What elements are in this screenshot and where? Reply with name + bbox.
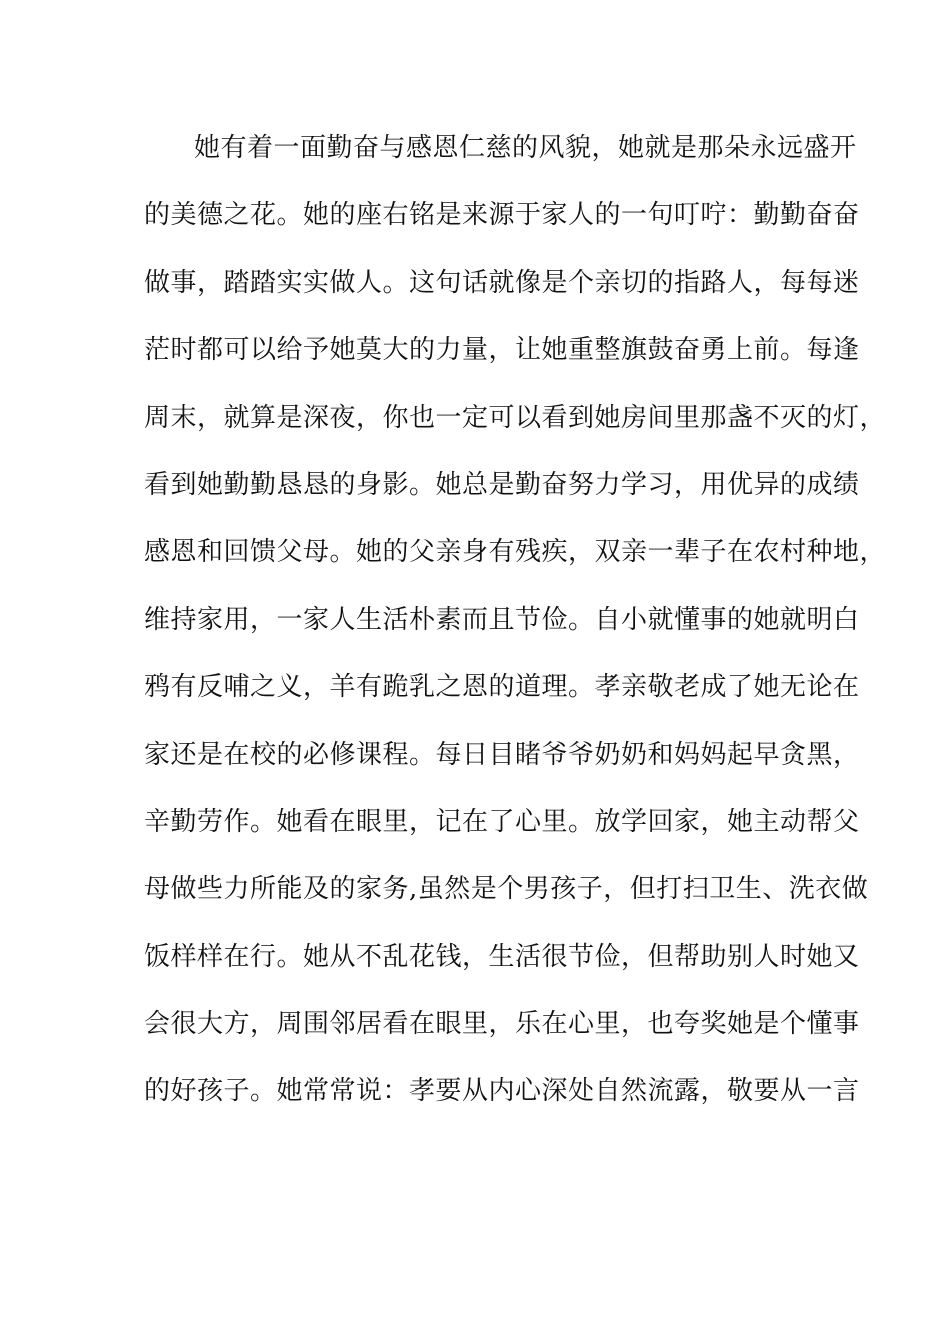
text-line: 的好孩子。她常常说：孝要从内心深处自然流露，敬要从一言	[144, 1076, 860, 1107]
text-line: 母做些力所能及的家务,虽然是个男孩子，但打扫卫生、洗衣做	[144, 874, 869, 905]
text-line: 看到她勤勤恳恳的身影。她总是勤奋努力学习，用优异的成绩	[144, 469, 860, 500]
text-line: 感恩和回馈父母。她的父亲身有残疾，双亲一辈子在农村种地，	[144, 537, 887, 568]
text-line: 茫时都可以给予她莫大的力量，让她重整旗鼓奋勇上前。每逢	[144, 335, 860, 366]
text-line: 做事，踏踏实实做人。这句话就像是个亲切的指路人，每每迷	[144, 267, 860, 298]
text-line: 辛勤劳作。她看在眼里，记在了心里。放学回家，她主动帮父	[144, 806, 860, 837]
text-line: 维持家用，一家人生活朴素而且节俭。自小就懂事的她就明白	[144, 604, 860, 635]
text-line: 会很大方，周围邻居看在眼里，乐在心里，也夸奖她是个懂事	[144, 1009, 860, 1040]
text-line: 她有着一面勤奋与感恩仁慈的风貌，她就是那朵永远盛开	[194, 133, 857, 163]
body-paragraph	[144, 133, 887, 1146]
text-line: 周末，就算是深夜，你也一定可以看到她房间里那盏不灭的灯，	[144, 402, 887, 433]
text-line: 饭样样在行。她从不乱花钱，生活很节俭，但帮助别人时她又	[144, 941, 860, 972]
text-line: 家还是在校的必修课程。每日目睹爷爷奶奶和妈妈起早贪黑，	[144, 739, 860, 770]
text-line: 的美德之花。她的座右铭是来源于家人的一句叮咛：勤勤奋奋	[144, 200, 860, 231]
text-line: 鸦有反哺之义，羊有跪乳之恩的道理。孝亲敬老成了她无论在	[144, 672, 860, 703]
